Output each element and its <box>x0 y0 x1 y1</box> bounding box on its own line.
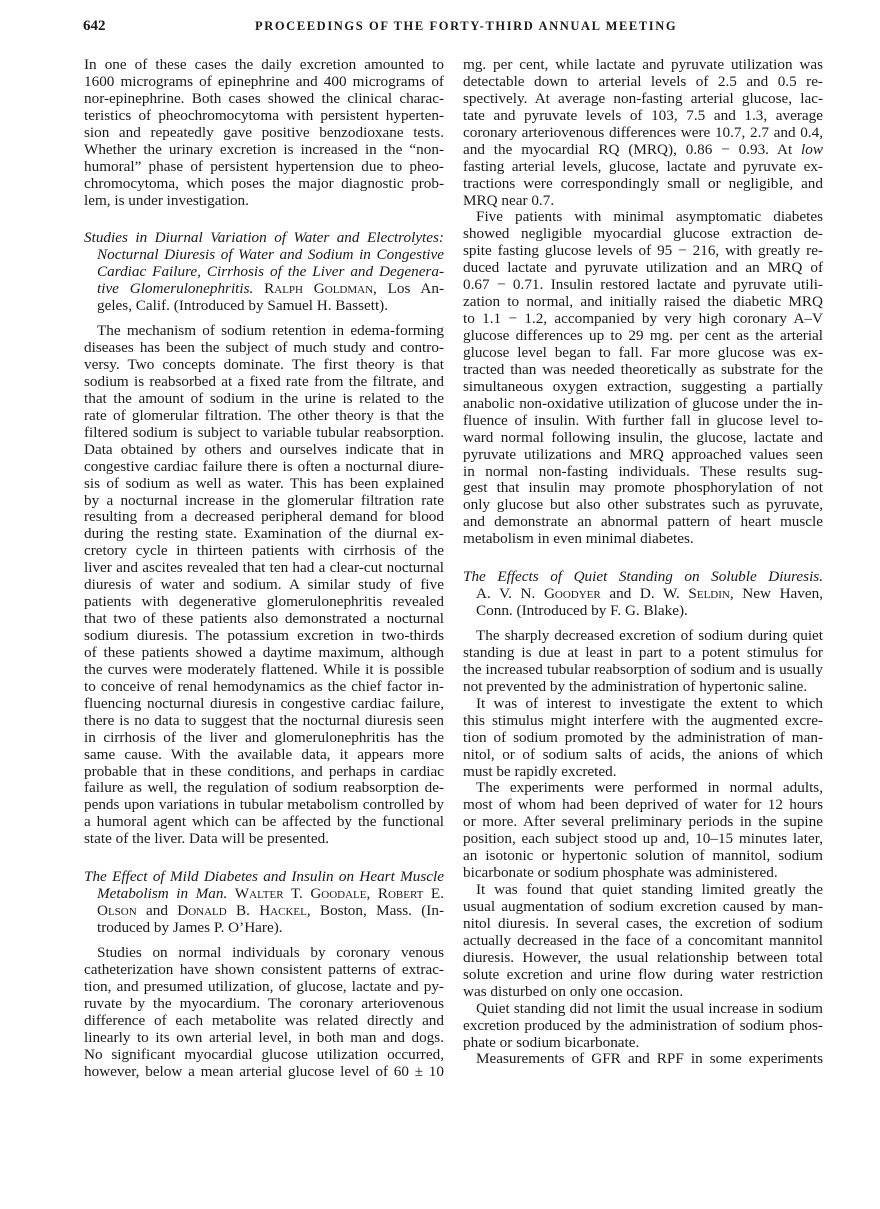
page-number: 642 <box>83 18 106 34</box>
author-name: Robert E. <box>377 885 444 903</box>
text-line: fasting arterial levels, glucose, lactate and pyruvate ex- <box>463 157 823 175</box>
text-line: metabolism in even minimal diabetes. <box>463 530 694 548</box>
author-name: Ralph Goldman <box>264 280 374 298</box>
text-line: glucose differences up to 29 mg. per cent as the arterial <box>463 327 823 344</box>
text-line: difference of each metabolite was related directly and <box>84 1011 444 1029</box>
text-line: filtered sodium is subject to variable tubular reabsorption. <box>84 423 444 441</box>
text-line: liver and ascites revealed that ten had a clear-cut nocturnal <box>84 559 444 577</box>
text-line: that the amount of sodium in the urine is related to the <box>84 389 444 407</box>
text-line: diuresis. However, the usual relationship between total <box>463 948 823 966</box>
author-affiliation: Conn. (Introduced by F. G. Blake). <box>476 602 688 620</box>
text-line: not prevented by the administration of hypertonic saline. <box>463 677 808 695</box>
text-line: showed negligible myocardial glucose extraction de- <box>463 225 823 243</box>
text-line: actually decreased in the face of a concomitant mannitol <box>463 931 823 949</box>
text-line: The mechanism of sodium retention in edema-forming <box>97 322 444 340</box>
text-line: to 1.1 − 1.2, accompanied by very high coronary A–V <box>463 310 823 328</box>
text-line: 0.67 − 0.71. Insulin restored lactate and pyruvate utili- <box>463 276 823 294</box>
text-line: excretion produced by the administration of sodium phos- <box>463 1016 823 1034</box>
text-line: coronary arteriovenous differences were 10.7, 2.7 and 0.4, <box>463 123 823 141</box>
text-line: state of the liver. Data will be presented. <box>84 830 330 848</box>
text-line: tion of sodium promoted by the administration of man- <box>463 728 823 746</box>
text-line: diuresis of water and sodium. A similar study of five <box>84 576 444 594</box>
article-body-mild-diabetes-continued <box>463 57 823 548</box>
running-head: PROCEEDINGS OF THE FORTY-THIRD ANNUAL MEETING <box>255 19 678 33</box>
author-name: Seldin <box>688 585 730 603</box>
text-line: in cirrhosis of the liver and glomerulonephritis has the <box>84 728 444 746</box>
article-title-line: The Effect of Mild Diabetes and Insulin on Heart Muscle <box>84 868 444 886</box>
text-line: catheterization have shown consistent patterns of extrac- <box>84 960 444 978</box>
text-line: anabolic non-oxidative utilization of glucose under the in- <box>463 394 823 412</box>
text-line: there is no data to suggest that the nocturnal diuresis seen <box>84 711 444 729</box>
text-line: solute excretion and urine flow during water restriction <box>463 965 823 983</box>
article-title-author-line: tive Glomerulonephritis. Ralph Goldman, Los An- <box>97 280 445 298</box>
text-line: probable that in these conditions, and perhaps in cardiac <box>84 762 444 780</box>
text-line: Measurements of GFR and RPF in some experiments <box>476 1050 823 1068</box>
text-line: Quiet standing did not limit the usual increase in sodium <box>476 999 823 1017</box>
text-line: resulting from a decreased peripheral demand for blood <box>84 508 444 526</box>
text-line: an isotonic or hypertonic solution of mannitol, sodium <box>463 847 823 865</box>
text-line: chromocytoma, which poses the major diagnostic prob- <box>84 174 444 192</box>
text-line: in normal non-fasting individuals. These results sug- <box>463 462 823 480</box>
text-line: most of whom had been deprived of water for 12 hours <box>463 796 823 814</box>
text-line: ruvate by the myocardium. The coronary arteriovenous <box>84 994 444 1012</box>
author-name: Goodyer <box>543 585 601 603</box>
text-line: that two of these patients also demonstrated a nocturnal <box>84 610 444 628</box>
text-line: patients with degenerative glomerulonephritis revealed <box>84 593 444 611</box>
text-line: sodium is reabsorbed at a fixed rate from the filtrate, and <box>84 372 444 390</box>
left-column <box>84 57 444 1080</box>
text-line: sodium diuresis. The potassium excretion in two-thirds <box>84 627 444 644</box>
text-line: standing is due at least in part to a potent stimulus for <box>463 643 823 661</box>
text-line: to conceive of renal hemodynamics as the chief factor in- <box>84 677 444 695</box>
text-line: spite fasting glucose levels of 95 − 216, with greatly re- <box>463 242 823 260</box>
text-line: gest that insulin may promote phosphorylation of not <box>463 479 823 497</box>
author-affiliation: troduced by James P. O’Hare). <box>97 919 283 936</box>
text-line: Studies on normal individuals by coronary venous <box>97 943 444 961</box>
text-line: Whether the urinary excretion is increased in the “non- <box>84 140 444 158</box>
author-line: Olson and Donald B. Hackel, Boston, Mass. (In- <box>97 902 445 920</box>
text-line: mg. per cent, while lactate and pyruvate utilization was <box>463 56 823 73</box>
text-line: humoral” phase of persistent hypertension due to pheo- <box>84 157 444 175</box>
text-line: The sharply decreased excretion of sodium during quiet <box>476 627 823 644</box>
text-line: In one of these cases the daily excretion amounted to <box>84 56 444 73</box>
text-line: pyruvate utilizations and MRQ approached values seen <box>463 445 823 463</box>
article-body-mild-diabetes <box>84 945 444 1081</box>
article-title-line: Nocturnal Diuresis of Water and Sodium in Congestive <box>97 246 444 264</box>
text-line: nitol, or of sodium salts of acids, the anions of which <box>463 745 823 763</box>
text-line: zation to normal, and initially raised the diabetic MRQ <box>463 293 823 311</box>
text-line: same cause. With the available data, it appears more <box>84 745 444 763</box>
continuation-paragraph <box>84 57 444 209</box>
text-line: by a nocturnal increase in the glomerular filtration rate <box>84 491 444 509</box>
text-line: duced lactate and pyruvate utilization and an MRQ of <box>463 259 823 277</box>
text-line: MRQ near 0.7. <box>463 191 555 209</box>
author-affiliation: geles, Calif. (Introduced by Samuel H. Bassett). <box>97 297 389 315</box>
author-name: Donald B. Hackel <box>177 902 307 920</box>
text-line: glucose level began to fall. Far more glucose was ex- <box>463 343 823 361</box>
text-line: versy. Two concepts dominate. The first theory is that <box>84 356 444 373</box>
article-title-line: The Effects of Quiet Standing on Soluble Diuresis. <box>463 568 823 586</box>
article-title-line: Cardiac Failure, Cirrhosis of the Liver and Degenera- <box>97 263 444 281</box>
text-line: The experiments were performed in normal adults, <box>476 779 823 797</box>
text-line: sion and repeatedly gave positive benzodioxane tests. <box>84 123 444 141</box>
text-line: tion, and presumed utilization, of glucose, lactate and py- <box>84 977 444 995</box>
article-title-line: Studies in Diurnal Variation of Water and Electrolytes: <box>84 229 444 247</box>
article-heading-mild-diabetes <box>84 869 444 937</box>
text-line: tracted than was needed theoretically as substrate for the <box>463 360 823 378</box>
text-line: position, each subject stood up and, 10–15 minutes later, <box>463 830 823 848</box>
text-line: teristics of pheochromocytoma with persistent hyperten- <box>84 106 444 124</box>
text-line: or more. After several preliminary periods in the supine <box>463 813 823 831</box>
text-line: pends upon variations in tubular metabolism controlled by <box>84 796 444 814</box>
text-line: It was found that quiet standing limited greatly the <box>476 881 823 899</box>
article-title-end: tive Glomerulonephritis. <box>97 280 254 298</box>
text-line: this stimulus might interfere with the augmented excre- <box>463 711 823 729</box>
text-line: usual augmentation of sodium excretion caused by man- <box>463 898 823 915</box>
text-line: tate and pyruvate levels of 103, 7.5 and 1.3, average <box>463 106 823 124</box>
text-line: nitol diuresis. In several cases, the excretion of sodium <box>463 914 823 932</box>
right-column <box>463 57 823 1068</box>
text-line: however, below a mean arterial glucose level of 60 ± 10 <box>84 1062 444 1080</box>
article-title-end: Metabolism in Man. <box>97 885 228 903</box>
text-line: failure as well, the regulation of sodium reabsorption de- <box>84 779 444 797</box>
article-title-author-line: Metabolism in Man. Walter T. Goodale, Robert E. <box>97 885 444 903</box>
text-line: ward normal following insulin, the glucose, lactate and <box>463 428 823 446</box>
article-heading-diurnal-variation <box>84 230 444 315</box>
text-line: and demonstrate an abnormal pattern of heart muscle <box>463 513 823 531</box>
text-line: cretory cycle in thirteen patients with cirrhosis of the <box>84 542 444 560</box>
text-line: and the myocardial RQ (MRQ), 0.86 − 0.93. At low <box>463 140 823 158</box>
text-line: simultaneous oxygen extraction, suggesting a partially <box>463 377 823 395</box>
text-line: the increased tubular reabsorption of sodium and is usually <box>463 660 823 678</box>
text-line: the curves were moderately flattened. While it is possible <box>84 660 444 678</box>
text-line: detectable down to arterial levels of 2.5 and 0.5 re- <box>463 72 823 90</box>
text-line: sis of sodium as well as water. This has been explained <box>84 474 444 492</box>
author-line: A. V. N. Goodyer and D. W. Seldin, New Haven, <box>476 585 823 603</box>
author-name: Olson <box>97 902 137 920</box>
text-line: diseases has been the subject of much study and contro- <box>84 339 444 357</box>
text-line: during the resting state. Examination of the diurnal ex- <box>84 525 444 543</box>
text-line: congestive cardiac failure there is often a nocturnal diure- <box>84 457 444 475</box>
text-line: was disturbed on only one occasion. <box>463 982 684 1000</box>
text-line: bicarbonate or sodium phosphate was administered. <box>463 864 778 882</box>
text-line: It was of interest to investigate the extent to which <box>476 694 823 712</box>
text-line: nor-epinephrine. Both cases showed the clinical charac- <box>84 89 444 107</box>
text-line: of these patients showed a daytime maximum, although <box>84 643 444 661</box>
text-line: fluence of insulin. With further fall in glucose level to- <box>463 411 823 429</box>
article-body-diurnal-variation <box>84 323 444 848</box>
text-line: phate or sodium bicarbonate. <box>463 1033 640 1051</box>
text-line: must be rapidly excreted. <box>463 762 617 780</box>
text-line: No significant myocardial glucose utilization occurred, <box>84 1045 444 1063</box>
text-line: fluencing nocturnal diuresis in congestive cardiac failure, <box>84 694 444 712</box>
text-line: a humoral agent which can be affected by the functional <box>84 813 444 831</box>
text-line: Five patients with minimal asymptomatic diabetes <box>476 208 823 226</box>
text-line: rate of glomerular filtration. The other theory is that the <box>84 406 444 424</box>
text-line: tractions were correspondingly small or negligible, and <box>463 174 823 192</box>
text-line: lem, is under investigation. <box>84 191 249 209</box>
text-line: Data obtained by others and ourselves indicate that in <box>84 440 444 458</box>
article-heading-quiet-standing <box>463 569 823 620</box>
text-line: linearly to its own arterial level, in both man and dogs. <box>84 1028 444 1046</box>
page-header <box>83 18 803 40</box>
text-line: spectively. At average non-fasting arterial glucose, lac- <box>463 89 823 107</box>
author-name: Walter T. Goodale <box>234 885 367 903</box>
text-line: only glucose but also other substrates such as pyruvate, <box>463 496 823 514</box>
article-body-quiet-standing <box>463 628 823 1068</box>
text-line: 1600 micrograms of epinephrine and 400 micrograms of <box>84 72 444 90</box>
